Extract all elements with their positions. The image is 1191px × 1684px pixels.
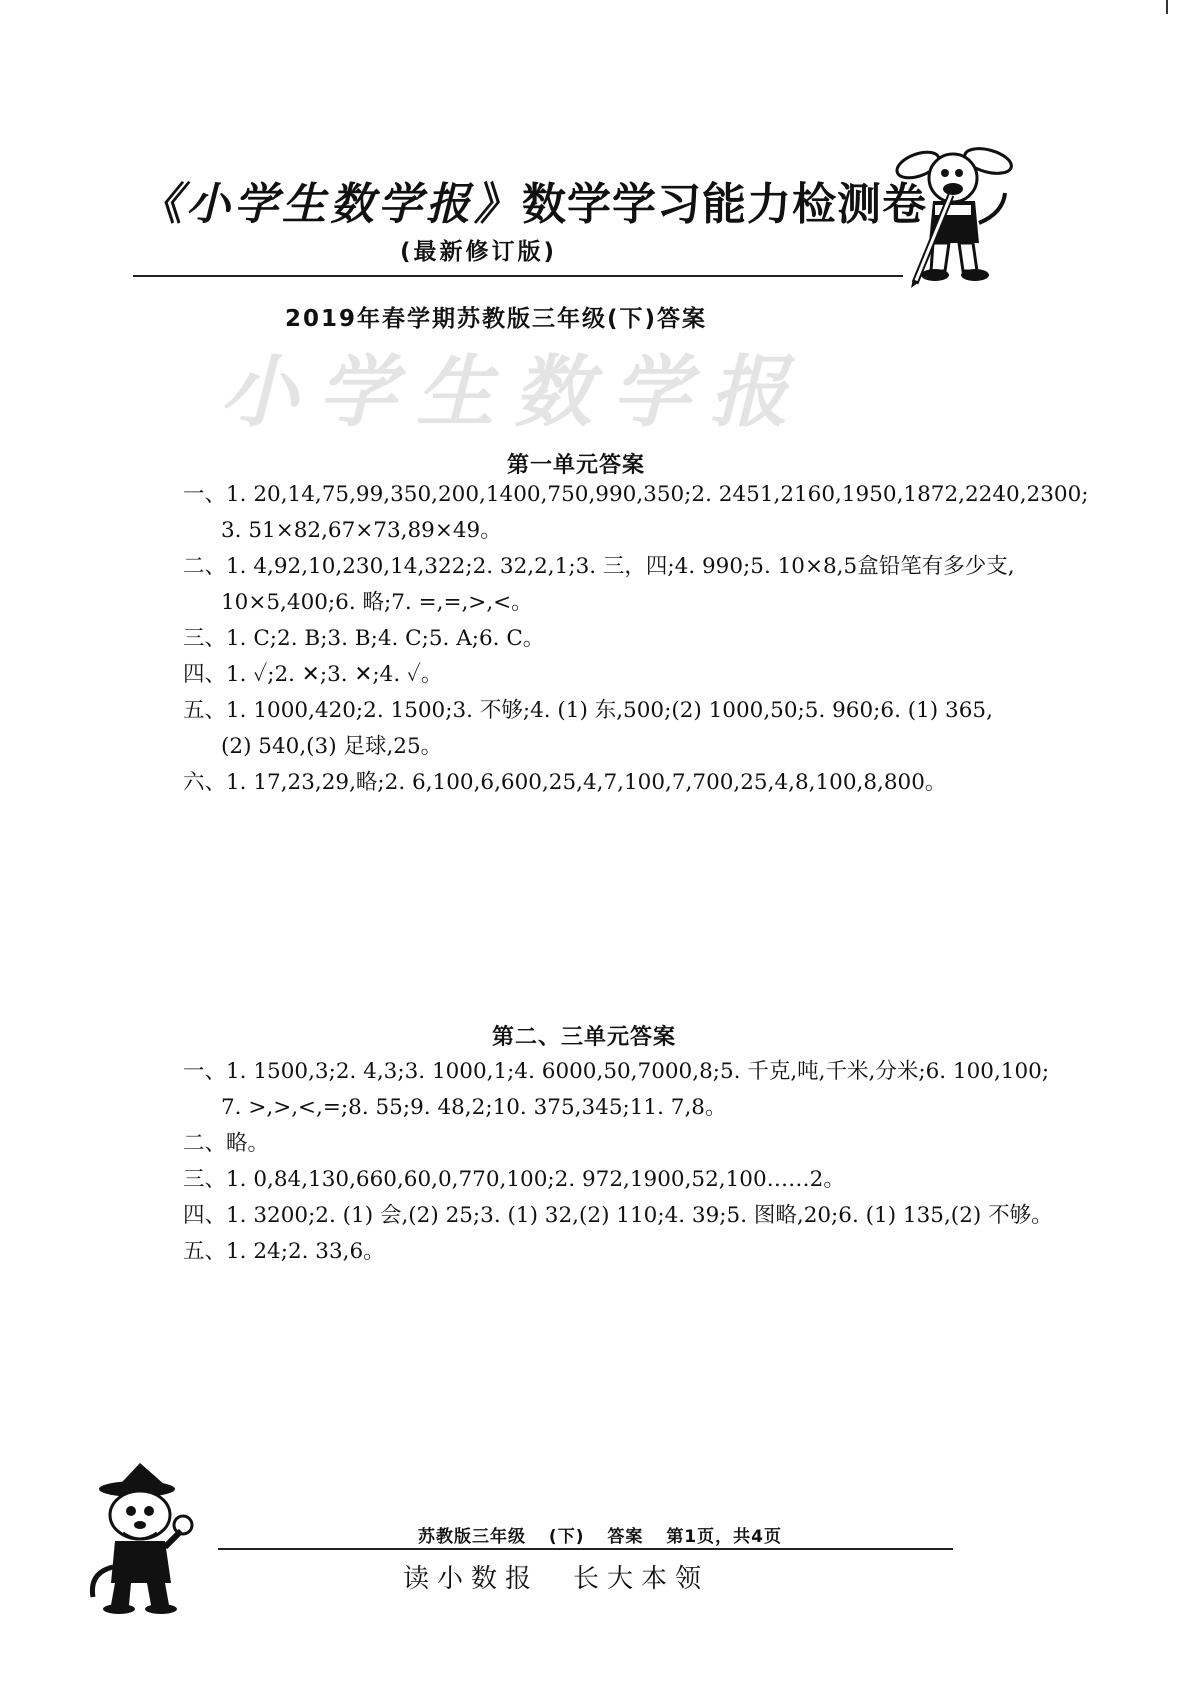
- cat-with-hat-icon: [85, 1455, 210, 1615]
- answer-line: 一、1. 20,14,75,99,350,200,1400,750,990,350;2. 2451,2160,1950,1872,2240,2300;: [183, 482, 1089, 507]
- dog-with-pencil-icon: [893, 143, 1018, 288]
- scan-corner-mark: [1166, 0, 1168, 14]
- answer-line: 三、1. C;2. B;3. B;4. C;5. A;6. C。: [183, 626, 545, 651]
- footer-grade: (下): [548, 1527, 585, 1547]
- booklet-title: 数学学习能力检测卷: [522, 179, 927, 230]
- footer-label: 答案: [607, 1527, 644, 1547]
- answer-line: 二、略。: [183, 1131, 270, 1156]
- unit23-answers: [183, 1054, 1063, 1270]
- answer-line: 一、1. 1500,3;2. 4,3;3. 1000,1;4. 6000,50,7000,8;5. 千克,吨,千米,分米;6. 100,100;: [183, 1059, 1050, 1084]
- answer-line: 五、1. 24;2. 33,6。: [183, 1239, 385, 1264]
- edition-subtitle: (最新修订版): [400, 239, 558, 265]
- answer-sheet-title: 2019年春学期苏教版三年级(下)答案: [285, 306, 708, 332]
- answer-line: 7. >,>,<,=;8. 55;9. 48,2;10. 375,345;11. 7,8。: [221, 1095, 727, 1120]
- footer-slogan: [403, 1558, 743, 1595]
- answer-line: 五、1. 1000,420;2. 1500;3. 不够;4. (1) 东,500;(2) 1000,50;5. 960;6. (1) 365,: [183, 698, 993, 723]
- slogan-left: 读小数报: [403, 1564, 540, 1594]
- unit1-answers: [183, 477, 1089, 801]
- answer-line: 二、1. 4,92,10,230,14,322;2. 32,2,1;3. 三，四;4. 990;5. 10×8,5盒铅笔有多少支,: [183, 554, 1015, 579]
- answer-line: 六、1. 17,23,29,略;2. 6,100,6,600,25,4,7,100,7,700,25,4,8,100,8,800。: [183, 770, 947, 795]
- answer-line: 四、1. 3200;2. (1) 会,(2) 25;3. (1) 32,(2) 110;4. 39;5. 图略,20;6. (1) 135,(2) 不够。: [183, 1203, 1053, 1228]
- answer-line: 四、1. ✓;2. ✕;3. ✕;4. ✓。: [183, 662, 443, 687]
- unit23-title: 第二、三单元答案: [492, 1025, 677, 1050]
- slogan-right: 长大本领: [573, 1564, 710, 1594]
- unit1-title: 第一单元答案: [507, 453, 646, 478]
- footer-edition: 苏教版三年级: [418, 1527, 526, 1547]
- answer-line: 10×5,400;6. 略;7. =,=,>,<。: [221, 590, 533, 615]
- header-divider: [133, 275, 903, 277]
- footer-divider: [218, 1548, 953, 1550]
- brand-watermark: 小学生数学报: [220, 347, 809, 438]
- answer-line: (2) 540,(3) 足球,25。: [221, 734, 443, 759]
- answer-line: 三、1. 0,84,130,660,60,0,770,100;2. 972,1900,52,100……2。: [183, 1167, 845, 1192]
- page-number: 第1页，共4页: [666, 1527, 782, 1547]
- newspaper-brand: 《小学生数学报》: [138, 179, 522, 230]
- header-title: [138, 168, 927, 232]
- answer-line: 3. 51×82,67×73,89×49。: [221, 518, 502, 543]
- footer-info: [418, 1522, 798, 1547]
